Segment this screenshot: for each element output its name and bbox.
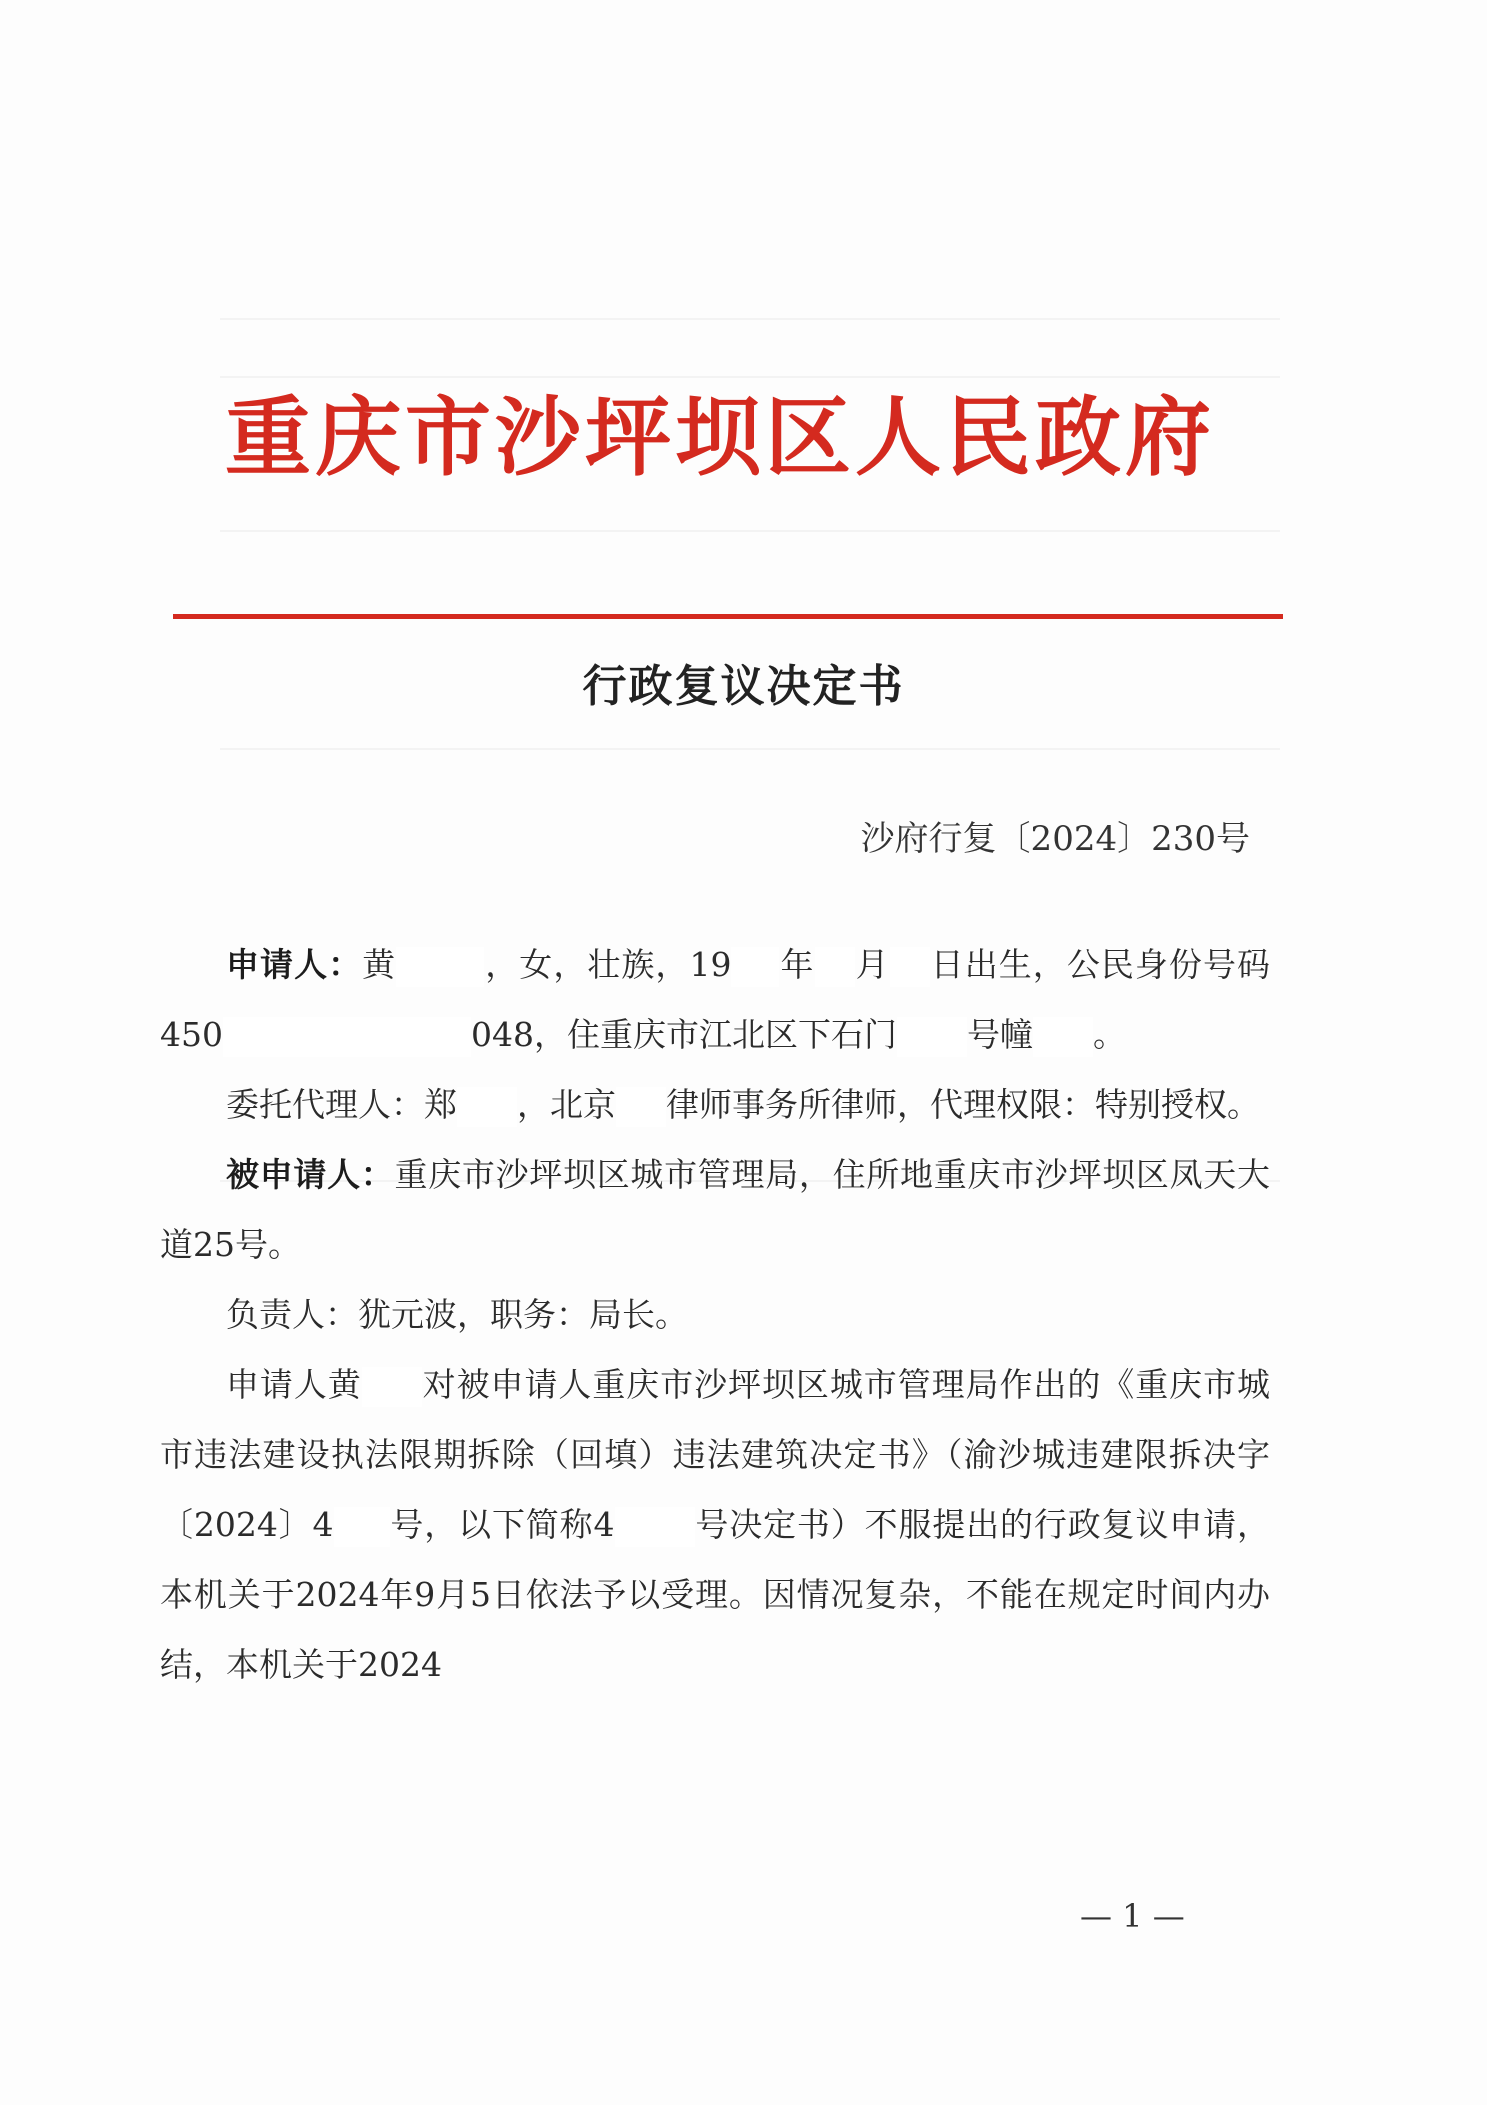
main-text: 申请人黄 xyxy=(226,1365,362,1404)
issuing-authority-header: 重庆市沙坪坝区人民政府 xyxy=(225,387,1215,488)
agent-text: ，北京 xyxy=(517,1085,616,1124)
applicant-text: ，女，壮族，19 xyxy=(484,945,732,984)
scan-bleed-line xyxy=(220,376,1280,378)
respondent-paragraph xyxy=(160,1140,1270,1280)
agent-text: 律师事务所律师，代理权限：特别授权。 xyxy=(666,1085,1260,1124)
page-number: — 1 — xyxy=(1080,1897,1185,1935)
agent-paragraph xyxy=(160,1070,1270,1140)
redaction-box xyxy=(616,1087,666,1127)
redaction-box xyxy=(615,1507,695,1547)
responsible-person-paragraph xyxy=(160,1280,1270,1350)
applicant-text: 。 xyxy=(1093,1015,1126,1054)
redaction-box xyxy=(1033,1017,1093,1057)
red-divider-line xyxy=(173,614,1283,619)
applicant-text: 号幢 xyxy=(967,1015,1033,1054)
redaction-box xyxy=(396,947,484,987)
agent-text: 委托代理人：郑 xyxy=(226,1085,457,1124)
redaction-box xyxy=(815,947,855,987)
main-text: 号决定书）不服提出的行政复议申请，本机关于2024年9月5日依法予以受理。因情况复杂，不能在规定时间内办结，本机关于2024 xyxy=(160,1505,1271,1684)
applicant-text: 月 xyxy=(854,945,890,984)
main-paragraph xyxy=(160,1350,1270,1700)
applicant-text: 年 xyxy=(779,945,815,984)
redaction-box xyxy=(731,947,779,987)
applicant-text: 黄 xyxy=(362,945,397,984)
responsible-person-text: 负责人：犹元波，职务：局长。 xyxy=(226,1295,688,1334)
document-title: 行政复议决定书 xyxy=(582,661,905,712)
respondent-text: 重庆市沙坪坝区城市管理局，住所地重庆市沙坪坝区凤天大道25号。 xyxy=(160,1155,1270,1264)
redaction-box xyxy=(457,1087,517,1127)
document-body xyxy=(160,930,1270,1700)
redaction-box xyxy=(223,1017,471,1057)
main-text: 对被申请人重庆市沙坪坝区城市管理局作出的《重庆市城市违法建设执法限期拆除（回填）违法建筑决定书》（渝沙城违建限拆决字〔2024〕4 xyxy=(160,1365,1271,1544)
applicant-label: 申请人： xyxy=(226,945,363,984)
respondent-label: 被申请人： xyxy=(226,1155,395,1194)
scan-bleed-line xyxy=(220,318,1280,320)
redaction-box xyxy=(897,1017,967,1057)
document-number: 沙府行复〔2024〕230号 xyxy=(860,819,1250,859)
scan-bleed-line xyxy=(220,530,1280,532)
applicant-text: 日出生，公民身份号码450 xyxy=(160,945,1271,1054)
applicant-paragraph xyxy=(160,930,1270,1070)
applicant-text: 048，住重庆市江北区下石门 xyxy=(471,1015,897,1054)
scan-bleed-line xyxy=(220,748,1280,750)
redaction-box xyxy=(890,947,930,987)
main-text: 号，以下简称4 xyxy=(389,1505,615,1544)
redaction-box xyxy=(362,1367,422,1407)
redaction-box xyxy=(334,1507,390,1547)
